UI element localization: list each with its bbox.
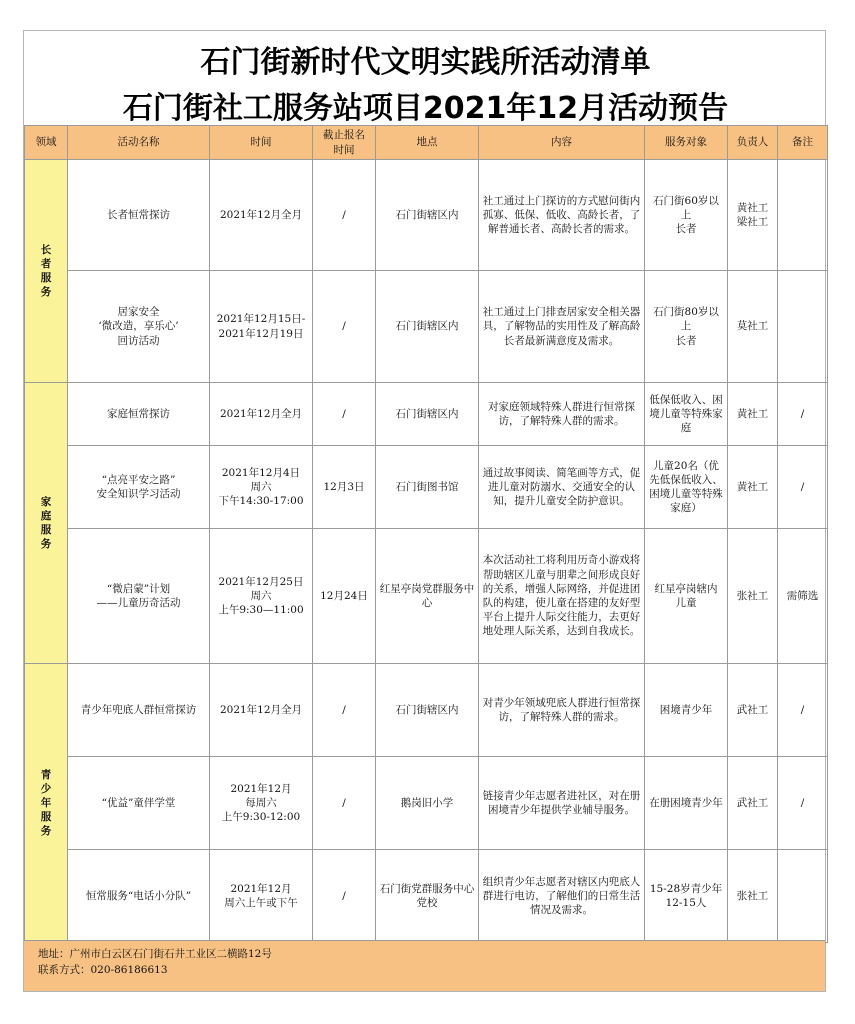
activity-content: 链接青少年志愿者进社区，对在册困境青少年提供学业辅导服务。 xyxy=(479,757,645,850)
activity-name: “优益”童伴学堂 xyxy=(68,757,210,850)
activity-owner: 张社工 xyxy=(728,529,778,664)
header-owner: 负责人 xyxy=(728,126,778,160)
activity-deadline: 12月3日 xyxy=(313,446,376,529)
activity-place: 红星亭岗党群服务中心 xyxy=(376,529,479,664)
activity-owner: 莫社工 xyxy=(728,271,778,383)
activity-content: 社工通过上门排查居家安全相关器具，了解物品的实用性及了解高龄长者最新满意度及需求。 xyxy=(479,271,645,383)
activity-name: 青少年兜底人群恒常探访 xyxy=(68,664,210,757)
activity-place: 石门街辖区内 xyxy=(376,383,479,446)
activity-content: 通过故事阅读、简笔画等方式，促进儿童对防溺水、交通安全的认知，提升儿童安全防护意识。 xyxy=(479,446,645,529)
header-row xyxy=(25,126,828,160)
activity-place: 石门街党群服务中心 党校 xyxy=(376,850,479,943)
activity-content: 社工通过上门探访的方式慰问街内孤寡、低保、低收、高龄长者，了解普通长者、高龄长者的需求。 xyxy=(479,160,645,271)
activity-content: 对青少年领域兜底人群进行恒常探访，了解特殊人群的需求。 xyxy=(479,664,645,757)
activity-content: 组织青少年志愿者对辖区内兜底人群进行电访，了解他们的日常生活情况及需求。 xyxy=(479,850,645,943)
table-row xyxy=(25,383,828,446)
activity-name: 居家安全 ‘微改造，享乐心’ 回访活动 xyxy=(68,271,210,383)
table-row xyxy=(25,529,828,664)
table-row xyxy=(25,446,828,529)
activity-note xyxy=(778,160,828,271)
activity-owner: 武社工 xyxy=(728,664,778,757)
sheet-title: 石门街新时代文明实践所活动清单 xyxy=(200,45,651,80)
header-note: 备注 xyxy=(778,126,828,160)
activity-place: 石门街图书馆 xyxy=(376,446,479,529)
activity-deadline: 12月24日 xyxy=(313,529,376,664)
table-row xyxy=(25,664,828,757)
activity-name: 长者恒常探访 xyxy=(68,160,210,271)
header-content: 内容 xyxy=(479,126,645,160)
footer-address: 地址：广州市白云区石门街石井工业区二横路12号 xyxy=(38,948,272,960)
activity-place: 石门街辖区内 xyxy=(376,271,479,383)
activity-owner: 黄社工 xyxy=(728,446,778,529)
header-activity-name: 活动名称 xyxy=(68,126,210,160)
activity-owner: 武社工 xyxy=(728,757,778,850)
activity-time: 2021年12月 周六上午或下午 xyxy=(210,850,313,943)
activity-name: “点亮平安之路” 安全知识学习活动 xyxy=(68,446,210,529)
activity-name: 家庭恒常探访 xyxy=(68,383,210,446)
activity-name: 恒常服务“电话小分队” xyxy=(68,850,210,943)
header-target: 服务对象 xyxy=(645,126,728,160)
activity-place: 石门街辖区内 xyxy=(376,664,479,757)
activity-place: 鹅岗旧小学 xyxy=(376,757,479,850)
activity-owner: 黄社工 xyxy=(728,383,778,446)
sheet-subtitle: 石门街社工服务站项目2021年12月活动预告 xyxy=(122,91,729,126)
activity-target: 困境青少年 xyxy=(645,664,728,757)
table-row xyxy=(25,160,828,271)
header-place: 地点 xyxy=(376,126,479,160)
activity-time: 2021年12月全月 xyxy=(210,383,313,446)
header-deadline: 截止报名时间 xyxy=(313,126,376,160)
activity-note: 需筛选 xyxy=(778,529,828,664)
activity-target: 石门街60岁以上 长者 xyxy=(645,160,728,271)
activity-owner: 黄社工 梁社工 xyxy=(728,160,778,271)
activity-deadline: / xyxy=(313,383,376,446)
activity-deadline: / xyxy=(313,757,376,850)
activity-note: / xyxy=(778,446,828,529)
footer xyxy=(24,940,825,991)
table-row xyxy=(25,850,828,943)
activity-owner: 张社工 xyxy=(728,850,778,943)
activity-time: 2021年12月25日 周六 上午9:30—11:00 xyxy=(210,529,313,664)
activity-time: 2021年12月15日- 2021年12月19日 xyxy=(210,271,313,383)
activity-target: 石门街80岁以上 长者 xyxy=(645,271,728,383)
activity-target: 低保低收入、困境儿童等特殊家庭 xyxy=(645,383,728,446)
table-row xyxy=(25,271,828,383)
header-time: 时间 xyxy=(210,126,313,160)
footer-contact: 联系方式：020-86186613 xyxy=(38,963,168,976)
activity-deadline: / xyxy=(313,160,376,271)
activity-content: 本次活动社工将利用历奇小游戏将帮助辖区儿童与朋辈之间形成良好的关系，增强人际网络，并促进团队的构建，使儿童在搭建的友好型平台上提升人际交往能力，去更好地处理人际关系，达到自我成长。 xyxy=(479,529,645,664)
activity-note: / xyxy=(778,664,828,757)
activity-place: 石门街辖区内 xyxy=(376,160,479,271)
table-row xyxy=(25,757,828,850)
activity-table xyxy=(24,125,828,943)
activity-time: 2021年12月全月 xyxy=(210,160,313,271)
activity-deadline: / xyxy=(313,664,376,757)
activity-time: 2021年12月 每周六 上午9:30-12:00 xyxy=(210,757,313,850)
activity-deadline: / xyxy=(313,850,376,943)
domain-label-elder: 长 者 服 务 xyxy=(25,160,68,383)
activity-time: 2021年12月全月 xyxy=(210,664,313,757)
activity-note xyxy=(778,271,828,383)
header-domain: 领域 xyxy=(25,126,68,160)
activity-note xyxy=(778,850,828,943)
activity-target: 儿童20名（优先低保低收入、困境儿童等特殊家庭） xyxy=(645,446,728,529)
activity-time: 2021年12月4日 周六 下午14:30-17:00 xyxy=(210,446,313,529)
domain-label-family: 家 庭 服 务 xyxy=(25,383,68,664)
activity-note: / xyxy=(778,383,828,446)
activity-deadline: / xyxy=(313,271,376,383)
activity-content: 对家庭领域特殊人群进行恒常探访，了解特殊人群的需求。 xyxy=(479,383,645,446)
activity-note: / xyxy=(778,757,828,850)
activity-sheet xyxy=(23,30,826,992)
activity-target: 15-28岁青少年 12-15人 xyxy=(645,850,728,943)
domain-label-youth: 青 少 年 服 务 xyxy=(25,664,68,943)
activity-target: 在册困境青少年 xyxy=(645,757,728,850)
activity-name: “微启蒙”计划 ——儿童历奇活动 xyxy=(68,529,210,664)
activity-target: 红星亭岗辖内 儿童 xyxy=(645,529,728,664)
